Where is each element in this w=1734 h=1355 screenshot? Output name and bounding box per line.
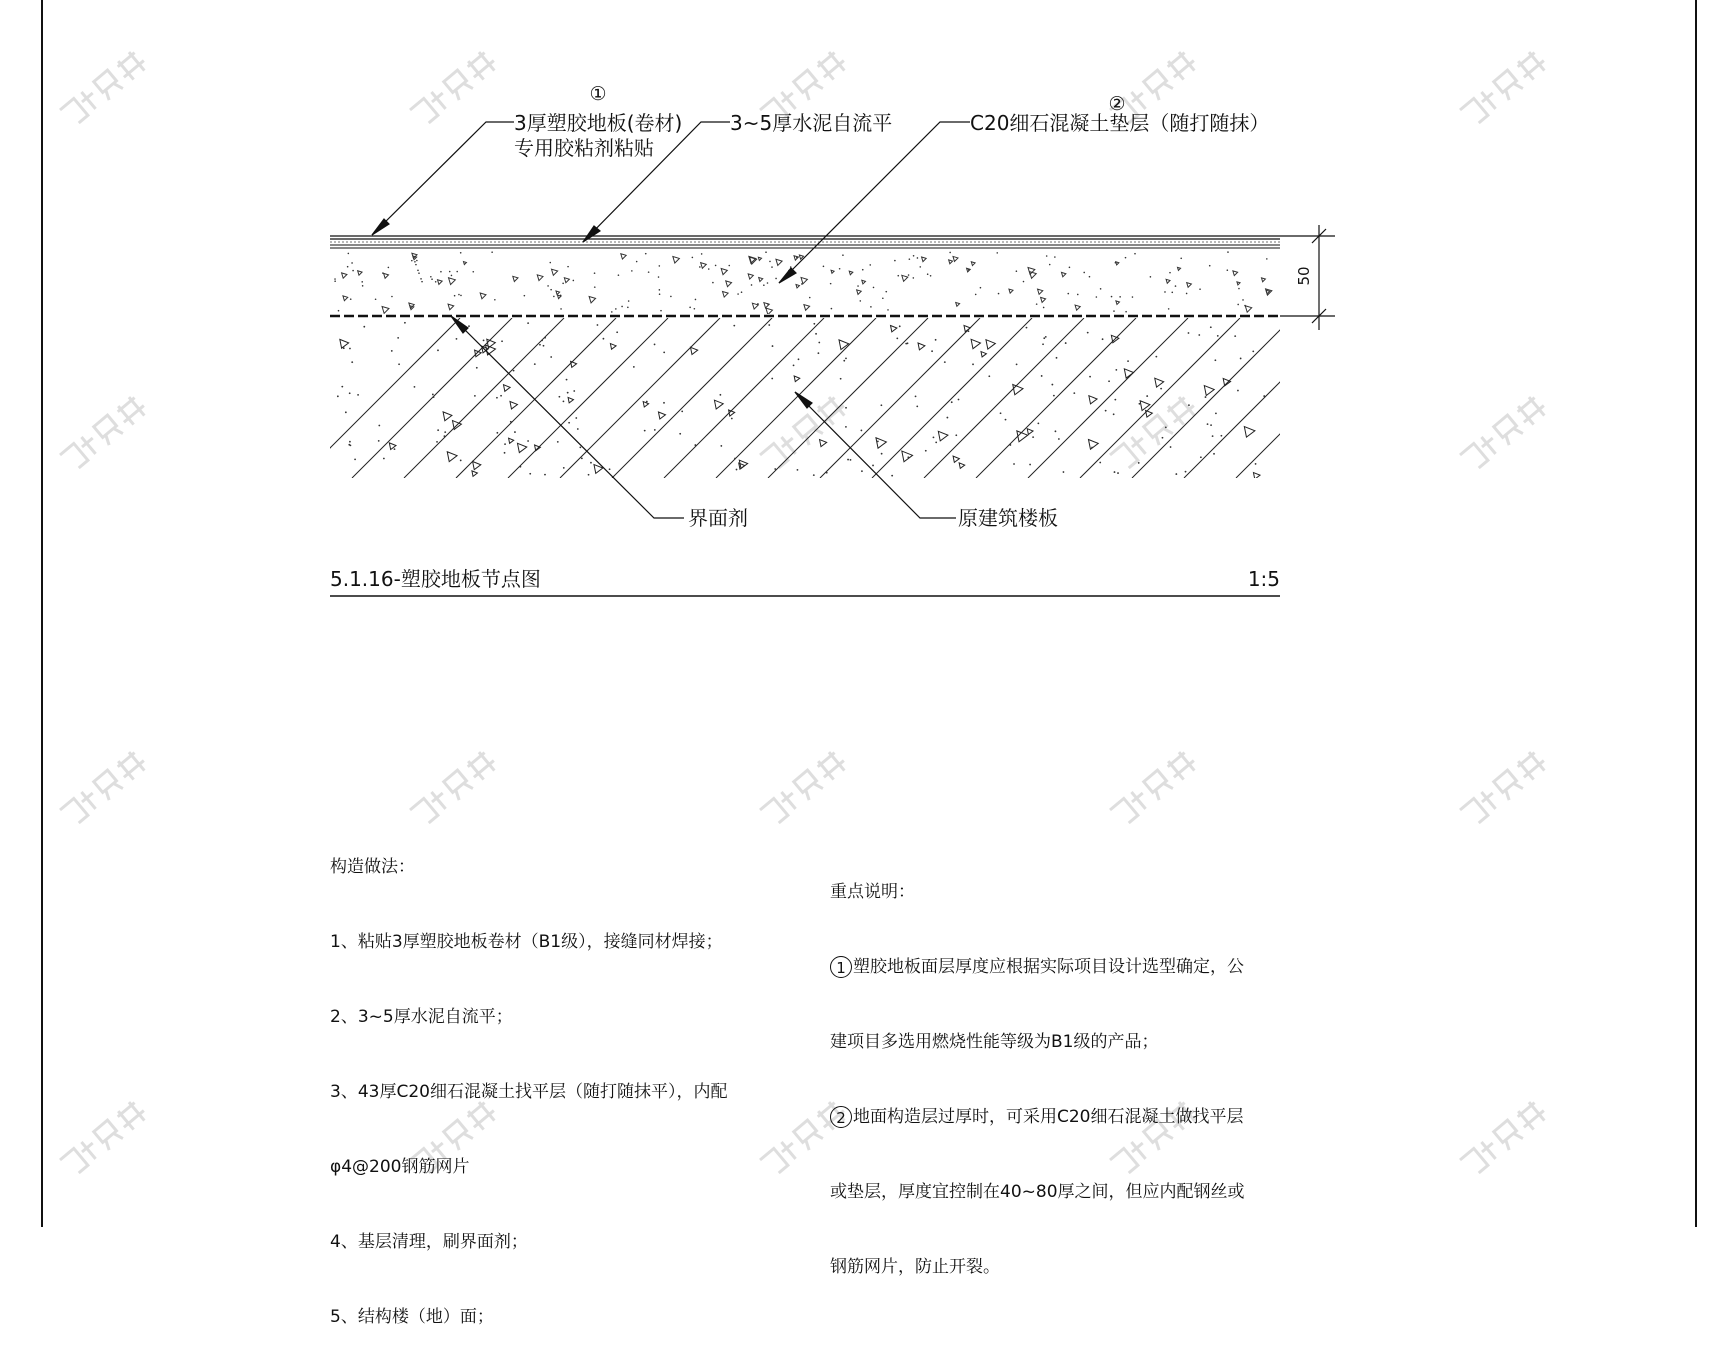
construction-heading: 构造做法： (330, 857, 415, 877)
callout-layer-3: C20细石混凝土垫层（随打随抹） (970, 111, 1270, 135)
key-note-2 (830, 1105, 1290, 1130)
leader-lines (372, 122, 970, 518)
key-notes-heading: 重点说明： (830, 882, 915, 902)
key-note-1 (830, 955, 1290, 980)
key-notes (830, 830, 1290, 1305)
key-note-2-cont: 或垫层，厚度宜控制在40~80厚之间，但应内配钢丝或 (830, 1182, 1245, 1202)
dimension-value: 50 (1295, 266, 1313, 286)
drawing-title: 5.1.16-塑胶地板节点图 (330, 567, 541, 591)
key-note-2-cont: 钢筋网片，防止开裂。 (830, 1257, 1000, 1277)
drawing-scale: 1:5 (1247, 567, 1280, 591)
key-note-1-text: 塑胶地板面层厚度应根据实际项目设计选型确定，公 (853, 957, 1244, 977)
construction-item: φ4@200钢筋网片 (330, 1157, 470, 1177)
callout-original-slab: 原建筑楼板 (958, 506, 1058, 530)
structural-slab-hatch (300, 318, 1552, 479)
construction-item: 2、3~5厚水泥自流平； (330, 1007, 513, 1027)
callout-layer-1-line1: 3厚塑胶地板(卷材) (514, 111, 683, 135)
construction-notes (330, 805, 790, 1355)
construction-item: 1、粘贴3厚塑胶地板卷材（B1级），接缝同材焊接； (330, 932, 723, 952)
note-marker-2: 2 (830, 1106, 852, 1128)
key-note-1-cont: 建项目多选用燃烧性能等级为B1级的产品； (830, 1032, 1159, 1052)
watermark-layer (60, 48, 1549, 1178)
c20-screed-texture (334, 251, 1272, 314)
key-note-2-text: 地面构造层过厚时，可采用C20细石混凝土做找平层 (853, 1107, 1244, 1127)
note-marker-1: 1 (830, 956, 852, 978)
callout-marker-1: ① (589, 83, 607, 105)
callout-marker-2: ② (1108, 93, 1126, 115)
construction-item: 5、结构楼（地）面； (330, 1307, 494, 1327)
floor-finish-layers (330, 236, 1280, 248)
callout-layer-1-line2: 专用胶粘剂粘贴 (514, 136, 654, 160)
construction-item: 3、43厚C20细石混凝土找平层（随打随抹平），内配 (330, 1082, 728, 1102)
construction-item: 4、基层清理，刷界面剂； (330, 1232, 528, 1252)
callout-layer-2: 3~5厚水泥自流平 (730, 111, 893, 135)
callout-interface-agent: 界面剂 (688, 506, 748, 530)
